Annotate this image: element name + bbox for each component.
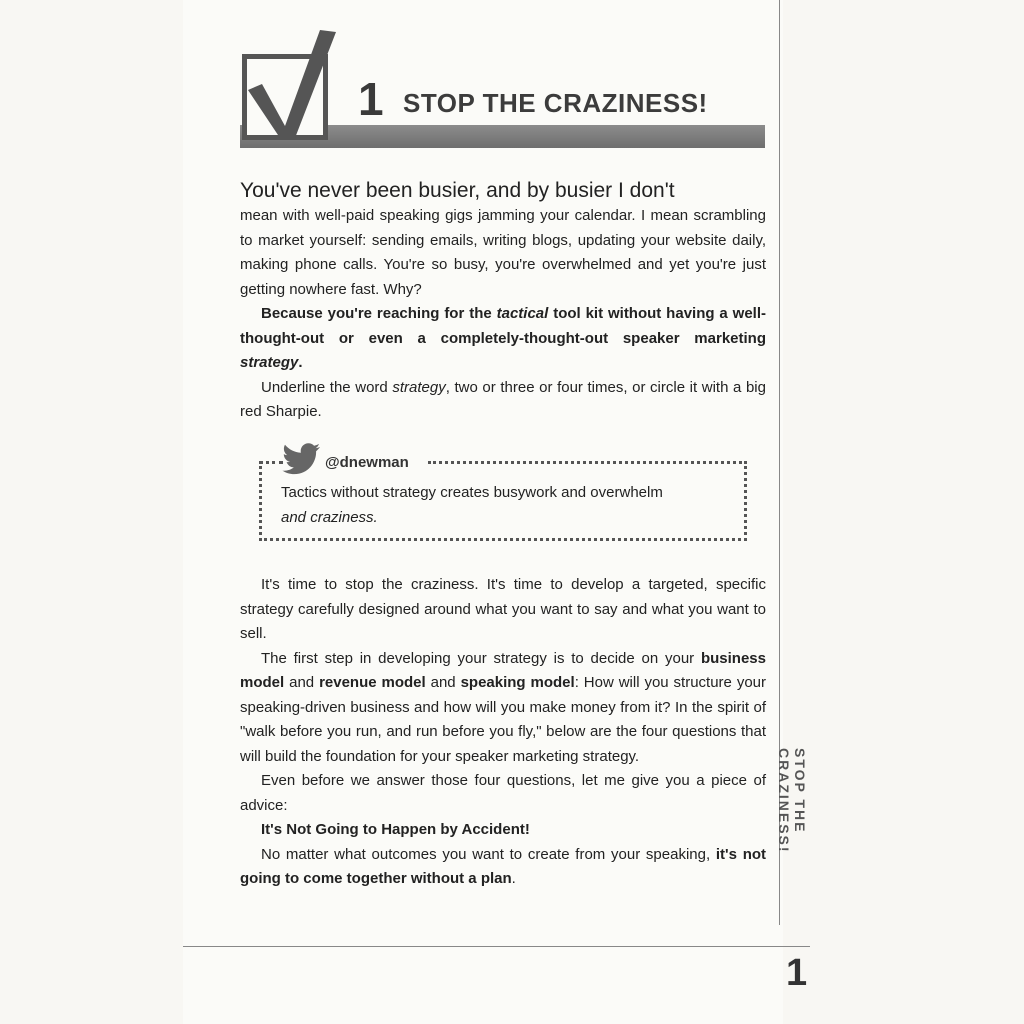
paragraph-1: mean with well-paid speaking gigs jamming your calendar. I mean scrambling to market yourself: sending emails, writing blogs, updating your website daily, making phone calls. You're so busy, you're overwhelmed and yet you're just getting nowhere fast. Why?	[240, 207, 766, 298]
tweet-box-top-border	[259, 461, 283, 464]
body-text-top	[240, 178, 766, 425]
subheading-accident: It's Not Going to Happen by Accident!	[261, 821, 530, 838]
paragraph-6: Even before we answer those four questions, let me give you a piece of advice:	[240, 772, 766, 814]
tweet-box-top-border-right	[428, 461, 747, 464]
paragraph-8: No matter what outcomes you want to create from your speaking, it's not going to come together without a plan.	[240, 845, 767, 887]
tweet-text	[281, 481, 721, 530]
tweet-text-line-1: Tactics without strategy creates busywork and overwhelm	[281, 484, 663, 501]
footer-rule	[183, 946, 810, 947]
lead-sentence: You've never been busier, and by busier I don't	[240, 179, 675, 202]
running-chapter-title: STOP THE CRAZINESS!	[776, 748, 808, 854]
checkmark-icon	[240, 28, 340, 140]
tweet-handle: @dnewman	[325, 454, 409, 471]
chapter-title: STOP THE CRAZINESS!	[403, 88, 708, 118]
paragraph-5: The first step in developing your strategy is to decide on your business model and revenue model and speaking model: How will you structure your speaking-driven business and how will you make money from it? In the spirit of "walk before you run, and run before you fly," below are the four questions that will build the foundation for your speaker marketing strategy.	[240, 649, 766, 765]
page-number: 1	[786, 952, 808, 994]
body-text-bottom	[240, 573, 766, 892]
chapter-number: 1	[358, 73, 384, 125]
paragraph-4: It's time to stop the craziness. It's time to develop a targeted, specific strategy carefully designed around what you want to say and what you want to sell.	[240, 576, 766, 642]
paragraph-3: Underline the word strategy, two or three or four times, or circle it with a big red Sharpie.	[240, 378, 766, 420]
paragraph-2: Because you're reaching for the tactical tool kit without having a well-thought-out or even a completely-thought-out speaker marketing strategy.	[240, 305, 766, 371]
tweet-text-line-2: and craziness.	[281, 508, 378, 526]
twitter-bird-icon	[282, 443, 322, 477]
